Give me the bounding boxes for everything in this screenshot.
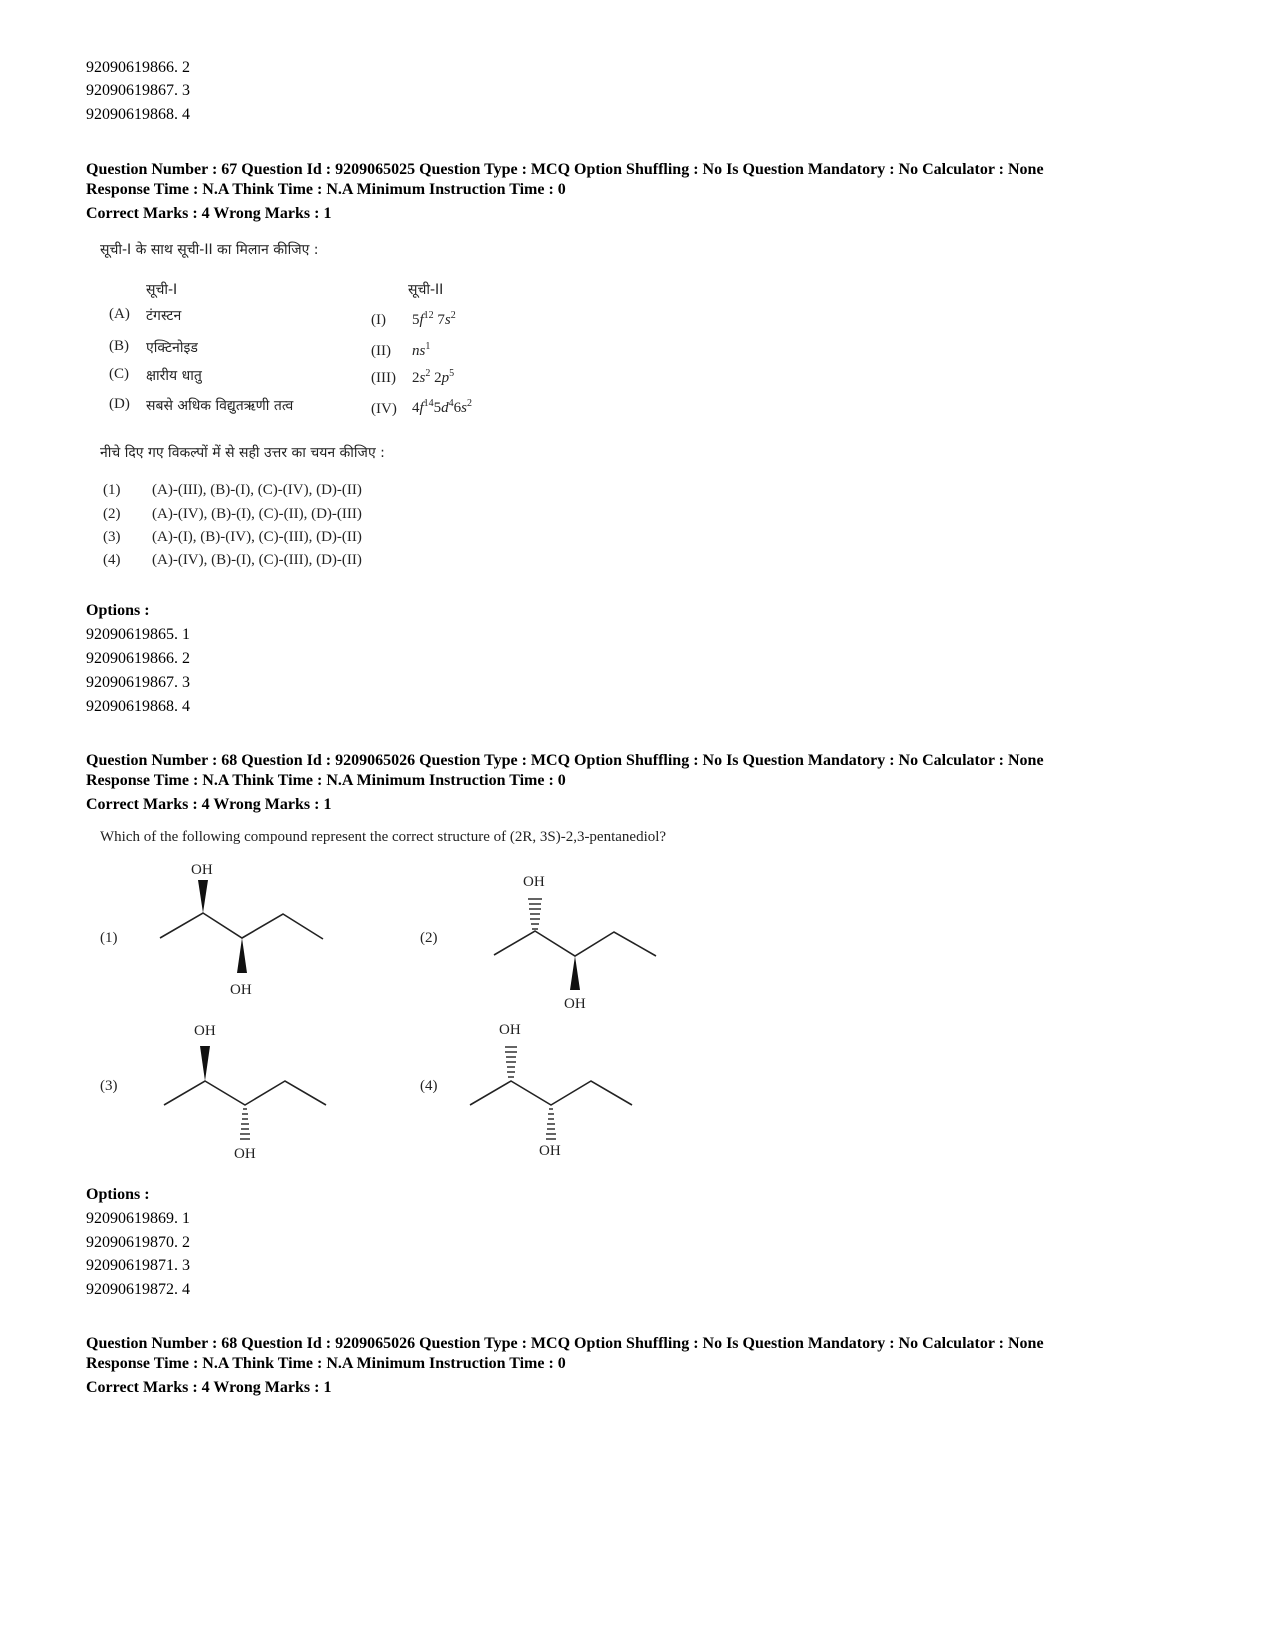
list1-item-b: एक्टिनोइड xyxy=(146,340,198,356)
top-option-1: 92090619866. 2 xyxy=(86,59,190,76)
structure-label-2: (2) xyxy=(420,930,438,946)
structure-1 xyxy=(100,862,323,998)
oh-label: OH xyxy=(194,1023,216,1039)
list1-key-c: (C) xyxy=(109,366,129,382)
choice-key-4: (4) xyxy=(103,552,121,568)
choice-text-1: (A)-(III), (B)-(I), (C)-(IV), (D)-(II) xyxy=(152,482,362,498)
structure-label-4: (4) xyxy=(420,1078,438,1094)
q68-question-text: Which of the following compound represent the correct structure of (2R, 3S)-2,3-pentanediol? xyxy=(100,829,667,845)
q67-choose-instruction: नीचे दिए गए विकल्पों में से सही उत्तर का चयन कीजिए : xyxy=(100,445,385,461)
list2-key-ii: (II) xyxy=(371,343,391,359)
q68-option-3: 92090619871. 3 xyxy=(86,1257,190,1274)
q67-list2-title: सूची-II xyxy=(408,282,444,298)
top-option-3: 92090619868. 4 xyxy=(86,106,190,123)
q67-options-label: Options : xyxy=(86,602,150,619)
q68b-header-line1: Question Number : 68 Question Id : 9209065026 Question Type : MCQ Option Shuffling : No Is Question Mandatory : No Calculator : None xyxy=(86,1335,1044,1352)
oh-label: OH xyxy=(564,996,586,1012)
q67-option-1: 92090619865. 1 xyxy=(86,626,190,643)
list1-item-d: सबसे अधिक विद्युतऋणी तत्व xyxy=(146,398,294,414)
list2-item-ii: $ns^1$ xyxy=(412,341,431,359)
list2-item-iv: $4f^{14}5d^46s^2$ xyxy=(412,398,473,416)
choice-key-2: (2) xyxy=(103,506,121,522)
list1-item-c: क्षारीय धातु xyxy=(146,368,202,384)
list2-item-i: $5f^{12}$ $7s^2$ xyxy=(412,310,456,328)
q68-options-label: Options : xyxy=(86,1186,150,1203)
structure-label-1: (1) xyxy=(100,930,118,946)
choice-text-2: (A)-(IV), (B)-(I), (C)-(II), (D)-(III) xyxy=(152,506,362,522)
oh-label: OH xyxy=(539,1143,561,1159)
q67-option-3: 92090619867. 3 xyxy=(86,674,190,691)
choice-text-4: (A)-(IV), (B)-(I), (C)-(III), (D)-(II) xyxy=(152,552,362,568)
q68-option-2: 92090619870. 2 xyxy=(86,1234,190,1251)
list1-key-a: (A) xyxy=(109,306,130,322)
oh-label: OH xyxy=(234,1146,256,1162)
q68-option-1: 92090619869. 1 xyxy=(86,1210,190,1227)
list1-key-b: (B) xyxy=(109,338,129,354)
q67-option-2: 92090619866. 2 xyxy=(86,650,190,667)
q68b-marks: Correct Marks : 4 Wrong Marks : 1 xyxy=(86,1379,332,1396)
structure-3 xyxy=(100,1023,326,1162)
q67-marks: Correct Marks : 4 Wrong Marks : 1 xyxy=(86,205,332,222)
oh-label: OH xyxy=(230,982,252,998)
list2-item-iii: $2s^2$ $2p^5$ xyxy=(412,368,455,386)
choice-text-3: (A)-(I), (B)-(IV), (C)-(III), (D)-(II) xyxy=(152,529,362,545)
list2-key-iii: (III) xyxy=(371,370,396,386)
list2-key-i: (I) xyxy=(371,312,386,328)
choice-key-3: (3) xyxy=(103,529,121,545)
q68-option-4: 92090619872. 4 xyxy=(86,1281,190,1298)
oh-label: OH xyxy=(191,862,213,878)
q68b-header-line2: Response Time : N.A Think Time : N.A Minimum Instruction Time : 0 xyxy=(86,1355,566,1372)
top-option-2: 92090619867. 3 xyxy=(86,82,190,99)
list1-key-d: (D) xyxy=(109,396,130,412)
structure-2 xyxy=(420,874,656,1012)
structure-label-3: (3) xyxy=(100,1078,118,1094)
q67-header-line2: Response Time : N.A Think Time : N.A Minimum Instruction Time : 0 xyxy=(86,181,566,198)
oh-label: OH xyxy=(523,874,545,890)
q68-structures xyxy=(90,850,690,1170)
q67-list1-title: सूची-I xyxy=(146,282,178,298)
q67-header-line1: Question Number : 67 Question Id : 9209065025 Question Type : MCQ Option Shuffling : No Is Question Mandatory : No Calculator : None xyxy=(86,161,1044,178)
q68-marks: Correct Marks : 4 Wrong Marks : 1 xyxy=(86,796,332,813)
q67-instruction: सूची-I के साथ सूची-II का मिलान कीजिए : xyxy=(100,242,319,258)
oh-label: OH xyxy=(499,1022,521,1038)
structure-4 xyxy=(420,1022,632,1159)
list2-key-iv: (IV) xyxy=(371,401,397,417)
q68-header-line1: Question Number : 68 Question Id : 9209065026 Question Type : MCQ Option Shuffling : No Is Question Mandatory : No Calculator : None xyxy=(86,752,1044,769)
list1-item-a: टंगस्टन xyxy=(146,308,182,324)
q67-option-4: 92090619868. 4 xyxy=(86,698,190,715)
q68-header-line2: Response Time : N.A Think Time : N.A Minimum Instruction Time : 0 xyxy=(86,772,566,789)
choice-key-1: (1) xyxy=(103,482,121,498)
